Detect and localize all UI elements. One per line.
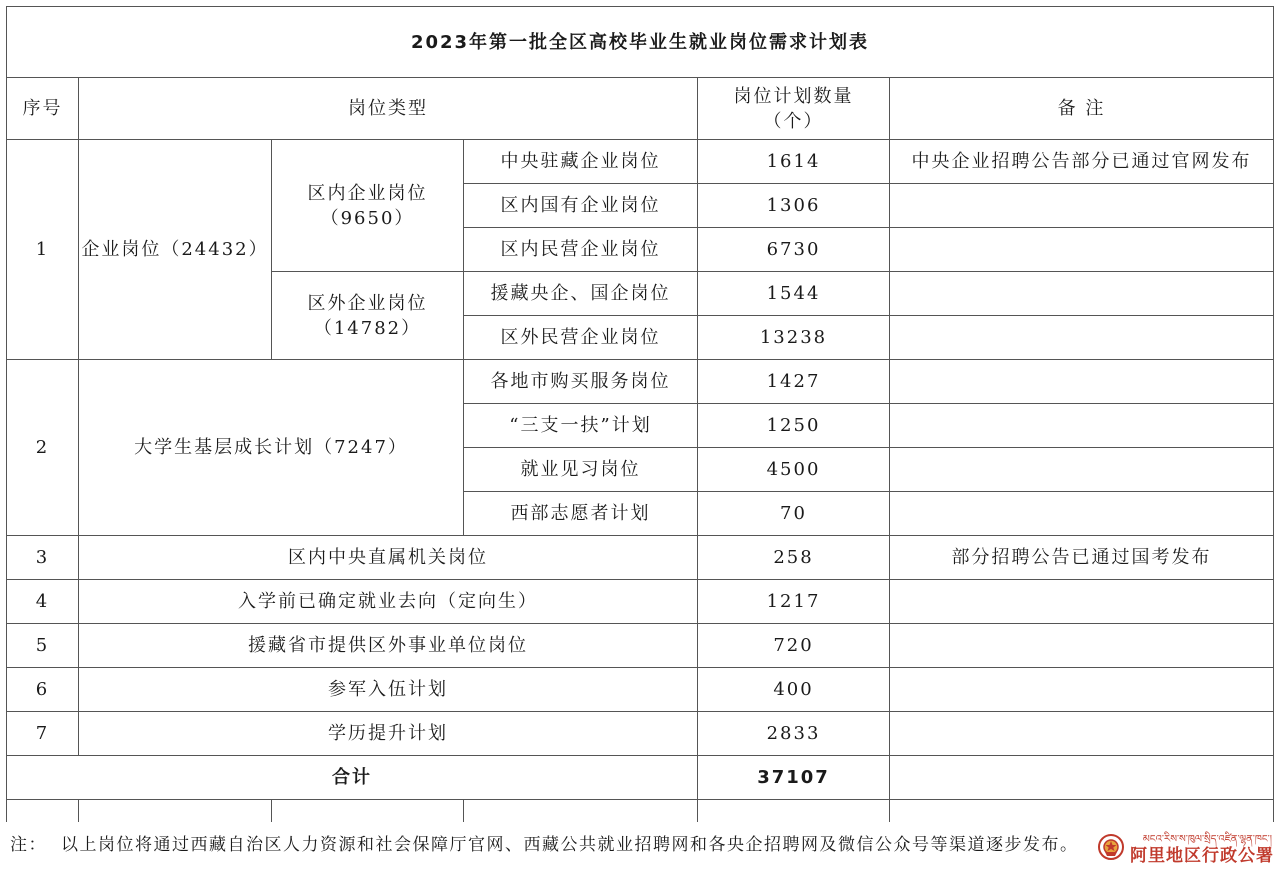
post-name: 参军入伍计划	[79, 668, 698, 712]
post-count: 1544	[698, 272, 890, 316]
post-name: 中央驻藏企业岗位	[464, 140, 698, 184]
post-remark: 部分招聘公告已通过国考发布	[890, 536, 1274, 580]
post-remark	[890, 624, 1274, 668]
post-remark	[890, 404, 1274, 448]
post-count: 1217	[698, 580, 890, 624]
header-remark: 备 注	[890, 78, 1274, 140]
post-name: 学历提升计划	[79, 712, 698, 756]
group-enterprise: 企业岗位（24432）	[79, 140, 272, 360]
post-remark	[890, 492, 1274, 536]
footnote-label: 注：	[10, 835, 47, 855]
post-count: 6730	[698, 228, 890, 272]
watermark-text: 阿里地区行政公署	[1130, 846, 1274, 866]
post-name: 西部志愿者计划	[464, 492, 698, 536]
post-count: 720	[698, 624, 890, 668]
post-remark	[890, 360, 1274, 404]
table-row	[7, 712, 1274, 756]
post-name: 援藏央企、国企岗位	[464, 272, 698, 316]
post-remark	[890, 580, 1274, 624]
table-row	[7, 140, 1274, 184]
group-in-region-line2: （9650）	[320, 207, 415, 229]
seq-cell: 3	[7, 536, 79, 580]
post-remark	[890, 668, 1274, 712]
post-name: 区内国有企业岗位	[464, 184, 698, 228]
header-count	[698, 78, 890, 140]
emblem-icon	[1096, 832, 1126, 866]
post-count: 1614	[698, 140, 890, 184]
group-out-region	[272, 272, 464, 360]
post-count: 1306	[698, 184, 890, 228]
post-remark	[890, 184, 1274, 228]
post-count: 1427	[698, 360, 890, 404]
post-remark	[890, 228, 1274, 272]
table-row	[7, 536, 1274, 580]
plan-table	[6, 6, 1274, 822]
seq-cell: 5	[7, 624, 79, 668]
table-row	[7, 580, 1274, 624]
group-in-region	[272, 140, 464, 272]
blank-row	[7, 800, 1274, 822]
post-count: 4500	[698, 448, 890, 492]
post-name: 就业见习岗位	[464, 448, 698, 492]
post-remark	[890, 316, 1274, 360]
group-out-region-line2: （14782）	[313, 317, 422, 339]
table-row	[7, 668, 1274, 712]
post-count: 2833	[698, 712, 890, 756]
table-row	[7, 360, 1274, 404]
table-row	[7, 624, 1274, 668]
seq-cell: 6	[7, 668, 79, 712]
post-remark	[890, 712, 1274, 756]
seq-cell: 7	[7, 712, 79, 756]
post-remark: 中央企业招聘公告部分已通过官网发布	[890, 140, 1274, 184]
post-remark	[890, 272, 1274, 316]
header-type: 岗位类型	[79, 78, 698, 140]
post-name: 区内民营企业岗位	[464, 228, 698, 272]
post-remark	[890, 448, 1274, 492]
post-name: “三支一扶”计划	[464, 404, 698, 448]
plan-sheet	[6, 6, 1274, 822]
total-remark	[890, 756, 1274, 800]
header-seq: 序号	[7, 78, 79, 140]
post-count: 13238	[698, 316, 890, 360]
seq-cell: 2	[7, 360, 79, 536]
header-count-line1: 岗位计划数量	[733, 85, 854, 107]
footnote	[10, 830, 1079, 855]
post-name: 入学前已确定就业去向（定向生）	[79, 580, 698, 624]
post-count: 1250	[698, 404, 890, 448]
post-name: 区外民营企业岗位	[464, 316, 698, 360]
total-row	[7, 756, 1274, 800]
post-name: 各地市购买服务岗位	[464, 360, 698, 404]
group-out-region-line1: 区外企业岗位	[307, 292, 428, 314]
group-in-region-line1: 区内企业岗位	[307, 182, 428, 204]
post-name: 区内中央直属机关岗位	[79, 536, 698, 580]
footnote-text: 以上岗位将通过西藏自治区人力资源和社会保障厅官网、西藏公共就业招聘网和各央企招聘网及微信公众号等渠道逐步发布。	[61, 835, 1079, 855]
seq-cell: 1	[7, 140, 79, 360]
post-count: 70	[698, 492, 890, 536]
post-count: 400	[698, 668, 890, 712]
total-count: 37107	[698, 756, 890, 800]
seq-cell: 4	[7, 580, 79, 624]
post-count: 258	[698, 536, 890, 580]
watermark-tibetan: མངའ་རིས་ས་ཁུལ་སྲིད་འཛིན་ལྷན་ཁང་།	[1142, 834, 1272, 845]
total-label: 合计	[7, 756, 698, 800]
post-name: 援藏省市提供区外事业单位岗位	[79, 624, 698, 668]
group-grassroots: 大学生基层成长计划（7247）	[79, 360, 464, 536]
header-count-line2: （个）	[763, 110, 824, 132]
table-title: 2023年第一批全区高校毕业生就业岗位需求计划表	[7, 7, 1274, 78]
watermark	[1096, 831, 1274, 866]
